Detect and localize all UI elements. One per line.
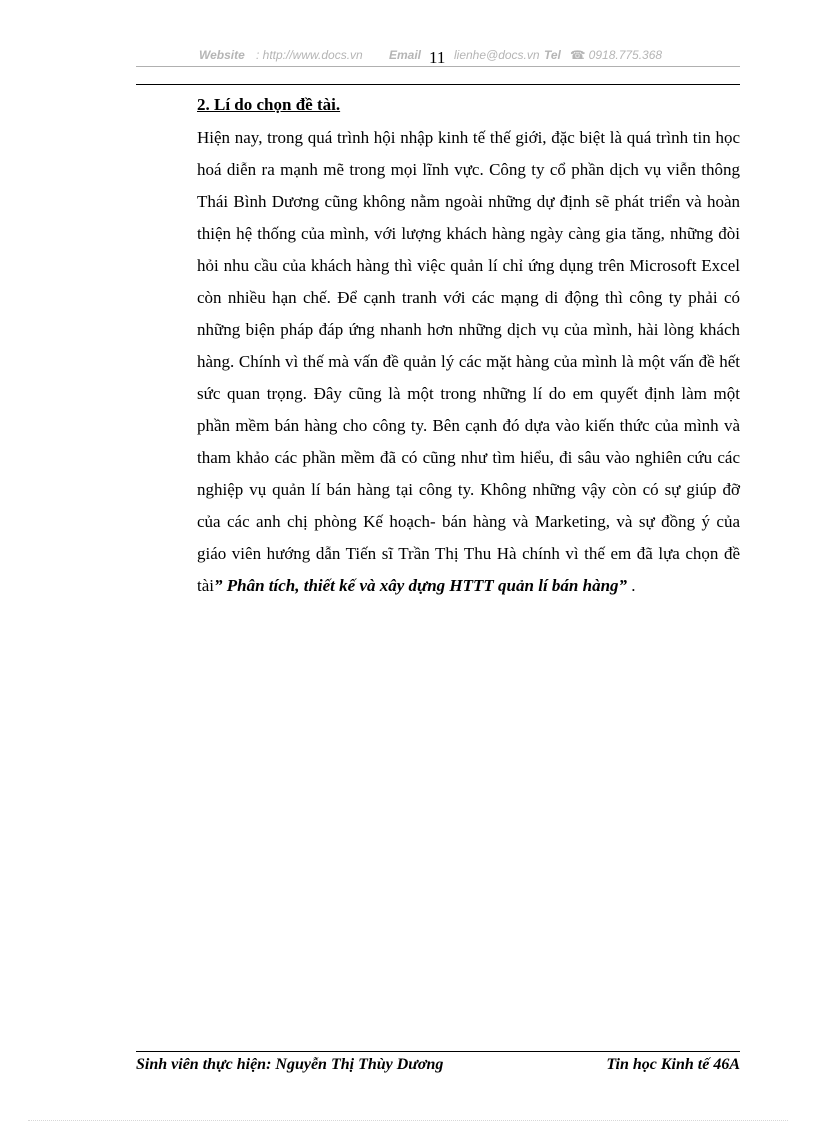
tel-label: Tel xyxy=(544,48,561,62)
page-number: 11 xyxy=(429,48,446,67)
website-label: Website xyxy=(199,48,245,62)
paragraph-end: . xyxy=(631,576,636,595)
email-address[interactable]: lienhe@docs.vn xyxy=(454,48,540,62)
footer-class: Tin học Kinh tế 46A xyxy=(606,1056,740,1073)
footer-divider xyxy=(136,1051,740,1052)
section-heading: 2. Lí do chọn đề tài. xyxy=(197,95,341,114)
header-divider-lower xyxy=(136,84,740,85)
phone-number: : 0918.775.368 xyxy=(582,48,663,62)
footer-student: Sinh viên thực hiện: Nguyễn Thị Thùy Dương xyxy=(136,1056,444,1073)
email-label: Email xyxy=(389,48,422,62)
website-url[interactable]: : http://www.docs.vn xyxy=(256,48,363,62)
bottom-dotted-border xyxy=(28,1120,788,1121)
phone-icon: ☎ xyxy=(570,48,585,62)
paragraph-main-text: Hiện nay, trong quá trình hội nhập kinh tế thế giới, đặc biệt là quá trình tin học hoá diễn ra mạnh mẽ trong mọi lĩnh vực. Công ty cổ phần dịch vụ viễn thông Thái Bình Dương cũng không nằm ngoài những dự định sẽ phát triển và hoàn thiện hệ thống của mình, với lượng khách hàng ngày càng gia tăng, những đòi hỏi nhu cầu của khách hàng thì việc quản lí chỉ ứng dụng trên Microsoft Excel còn nhiều hạn chế. Để cạnh tranh với các mạng di động thì công ty phải có những biện pháp đáp ứng nhanh hơn những dịch vụ của mình, hài lòng khách hàng. Chính vì thế mà vấn đề quản lý các mặt hàng của mình là một vấn đề hết sức quan trọng. Đây cũng là một trong những lí do em quyết định làm một phần mềm bán hàng cho công ty. Bên cạnh đó dựa vào kiến thức của mình và tham khảo các phần mềm đã có cũng như tìm hiểu, đi sâu vào nghiên cứu các nghiệp vụ quản lí bán hàng tại công ty. Không những vậy còn có sự giúp đỡ của các anh chị phòng Kế hoạch- bán hàng và Marketing, và sự đồng ý của giáo viên hướng dẫn Tiến sĩ Trần Thị Thu Hà chính vì thế em đã lựa chọn đề tài xyxy=(197,128,740,595)
section-paragraph xyxy=(197,122,740,602)
header-divider xyxy=(136,66,740,67)
topic-title: ” Phân tích, thiết kế và xây dựng HTTT quản lí bán hàng” xyxy=(214,576,628,595)
